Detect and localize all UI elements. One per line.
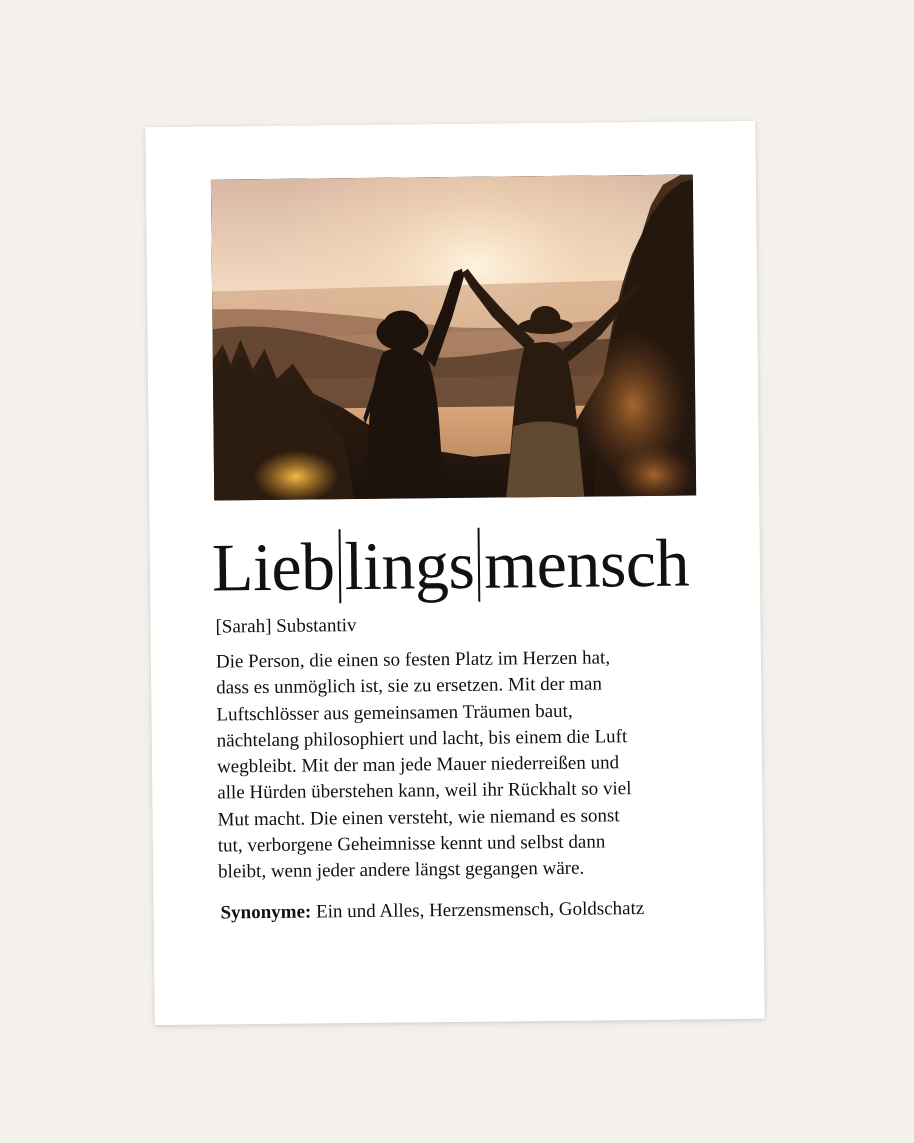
title-part-3: mensch — [483, 524, 690, 603]
syllable-divider — [478, 528, 481, 602]
definition-line: dass es unmöglich ist, sie zu ersetzen. Mit der man — [216, 673, 603, 699]
title-part-2: lings — [344, 526, 475, 605]
synonyms-value: Ein und Alles, Herzensmensch, Goldschatz — [311, 898, 645, 923]
definition-line: alle Hürden überstehen kann, weil ihr Rückhalt so viel — [217, 778, 632, 804]
syllable-divider — [338, 529, 341, 603]
headword-title — [211, 506, 712, 623]
sunset-silhouette-image — [211, 174, 696, 500]
definition-line: Die Person, die einen so festen Platz im Herzen hat, — [215, 647, 611, 673]
definition-line: Luftschlösser aus gemeinsamen Träumen baut, — [216, 700, 573, 726]
definition-line: Mut macht. Die einen versteht, wie niemand es sonst — [217, 805, 620, 831]
poster-card — [145, 121, 764, 1025]
definition-line: bleibt, wenn jeder andere längst gegangen wäre. — [218, 858, 585, 883]
definition-line: wegbleibt. Mit der man jede Mauer niederreißen und — [216, 752, 620, 778]
photo-two-women-sunset — [211, 174, 696, 500]
synonyms-line — [220, 898, 644, 924]
title-part-1: Lieb — [211, 528, 335, 606]
definition-line: tut, verborgene Geheimnisse kennt und selbst dann — [217, 831, 606, 857]
synonyms-label: Synonyme: — [220, 901, 312, 924]
definition-line: nächtelang philosophiert und lacht, bis einem die Luft — [216, 726, 628, 752]
part-of-speech: [Sarah] Substantiv — [215, 615, 357, 638]
definition-text — [216, 645, 688, 887]
